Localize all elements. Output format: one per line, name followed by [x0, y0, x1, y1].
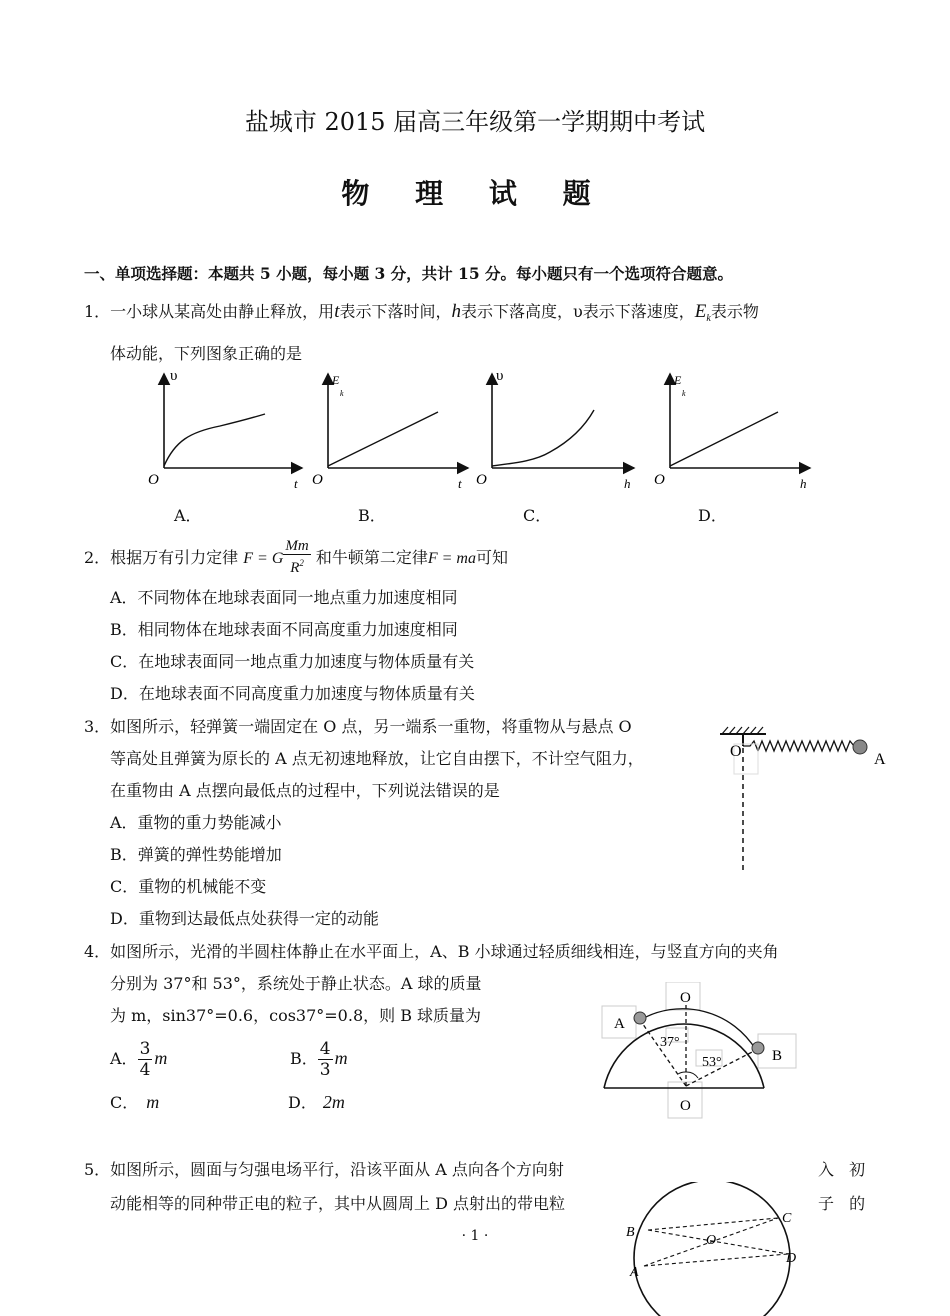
graph-c-curve — [492, 410, 594, 466]
q4-option-a — [110, 1030, 167, 1086]
q4-label-B: B — [772, 1048, 783, 1064]
graph-b-origin: O — [312, 472, 323, 488]
q4-option-a-num: 3 — [139, 1039, 151, 1059]
q2-formula-fraction — [283, 538, 310, 576]
exam-title: 盐城市 2015 届高三年级第一学期期中考试 — [244, 108, 706, 136]
q1-option-d: D． — [698, 506, 727, 525]
q2-formula-den: R — [290, 559, 300, 576]
q2-option-a: A．不同物体在地球表面同一地点重力加速度相同 — [110, 588, 458, 607]
q4-option-b-den: 3 — [319, 1060, 331, 1080]
graph-d-origin: O — [654, 472, 665, 488]
q4-label-O-bottom: O — [680, 1098, 691, 1114]
q1-option-c: C． — [523, 506, 552, 525]
q1-text-d: 表示下落速度， — [582, 302, 695, 321]
q4-label-A: A — [614, 1016, 625, 1032]
q4-line-to-A — [640, 1020, 686, 1086]
q2-formula-den-exp: 2 — [299, 557, 304, 568]
q5-dashed-A-D — [644, 1254, 788, 1266]
q4-option-a-den: 4 — [139, 1060, 151, 1080]
graph-d-line — [670, 412, 778, 466]
graph-c-origin: O — [476, 472, 487, 488]
q5-label-C: C — [782, 1211, 792, 1226]
q4-option-a-fraction — [138, 1039, 153, 1080]
q4-semicylinder-figure — [598, 982, 808, 1120]
q4-option-b-label: B． — [290, 1049, 318, 1068]
q3-option-b: B．弹簧的弹性势能增加 — [110, 845, 282, 864]
q4-stem-line1: 4．如图所示，光滑的半圆柱体静止在水平面上，A、B 小球通过轻质细线相连，与竖直方向的夹角 — [84, 942, 779, 961]
q4-option-b-fraction — [318, 1039, 333, 1080]
graph-b-ysub: k — [340, 389, 344, 398]
graph-c-ylabel: υ — [496, 368, 504, 384]
q5-label-B: B — [626, 1225, 635, 1240]
q3-mass — [853, 740, 867, 754]
q4-option-c — [110, 1092, 159, 1113]
q3-option-c: C．重物的机械能不变 — [110, 877, 267, 896]
q1-var-k: k — [706, 313, 711, 325]
q3-label-O: O — [730, 743, 742, 760]
graph-d-ylabel: E — [674, 373, 682, 387]
q1-option-b: B． — [358, 506, 386, 525]
q2-option-d: D．在地球表面不同高度重力加速度与物体质量有关 — [110, 684, 475, 703]
q1-stem-line1 — [84, 302, 759, 329]
q4-option-c-val: m — [146, 1092, 160, 1112]
q4-angle-37: 37° — [660, 1035, 680, 1050]
graph-a-origin: O — [148, 472, 159, 488]
q4-option-a-var: m — [154, 1048, 168, 1068]
graph-d — [654, 373, 810, 491]
graph-c-xlabel: h — [624, 476, 631, 491]
q3-spring-figure — [712, 722, 892, 882]
q3-label-A: A — [874, 751, 886, 768]
q4-option-d-val: 2m — [322, 1092, 345, 1112]
q5-stem-line2-tail: 子 的 — [818, 1194, 866, 1213]
q5-label-O: O — [706, 1233, 717, 1248]
q5-circle — [634, 1182, 790, 1316]
q4-option-a-label: A． — [110, 1049, 138, 1068]
q1-text-c: 表示下落高度， — [460, 302, 573, 321]
graph-a-xlabel: t — [294, 476, 298, 491]
q4-semicircle — [604, 1024, 764, 1088]
graph-c — [476, 368, 634, 491]
q1-text-e: 表示物 — [710, 302, 759, 321]
page-number: · 1 · — [461, 1228, 489, 1244]
q1-text-b: 表示下落时间， — [339, 302, 452, 321]
graph-d-xlabel: h — [800, 476, 807, 491]
q2-text-a: 2．根据万有引力定律 — [84, 548, 239, 567]
q5-stem-line2: 动能相等的同种带正电的粒子，其中从圆周上 D 点射出的带电粒 — [110, 1194, 566, 1213]
q1-option-a: A． — [174, 506, 202, 525]
q5-label-D: D — [786, 1251, 797, 1266]
q1-var-h: h — [451, 301, 461, 322]
q3-stem-line1: 3．如图所示，轻弹簧一端固定在 O 点，另一端系一重物，将重物从与悬点 O — [84, 717, 632, 736]
graph-a — [148, 368, 302, 491]
q3-stem-line2: 等高处且弹簧为原长的 A 点无初速地释放，让它自由摆下，不计空气阻力， — [110, 749, 644, 768]
q4-label-O-top: O — [680, 990, 691, 1006]
q3-option-a: A．重物的重力势能减小 — [110, 813, 282, 832]
q1-var-v: υ — [573, 302, 583, 321]
q1-text-a: 1．一小球从某高处由静止释放，用 — [84, 302, 335, 321]
q3-spring — [743, 741, 860, 751]
q2-formula-lhs: F = G — [243, 550, 284, 567]
graph-b — [312, 373, 468, 491]
q2-formula-num: Mm — [285, 537, 309, 554]
q3-option-d: D．重物到达最低点处获得一定的动能 — [110, 909, 379, 928]
section-heading: 一、单项选择题：本题共 5 小题，每小题 3 分，共计 15 分。每小题只有一个选项符合题意。 — [84, 264, 734, 283]
q4-option-c-label: C． — [110, 1093, 139, 1112]
q5-circle-figure — [620, 1182, 810, 1316]
q1-stem-line2: 体动能，下列图象正确的是 — [110, 344, 303, 363]
exam-subtitle: 物 理 试 题 — [341, 177, 609, 210]
q5-stem-line1: 5．如图所示，圆面与匀强电场平行，沿该平面从 A 点向各个方向射 — [84, 1160, 564, 1179]
q3-ceiling-hatch — [722, 727, 763, 734]
graph-b-xlabel: t — [458, 476, 462, 491]
q4-angle-53: 53° — [702, 1055, 722, 1070]
q4-option-d — [288, 1092, 345, 1113]
q4-stem-line3: 为 m，sin37°=0.6，cos37°=0.8，则 B 球质量为 — [110, 1006, 482, 1025]
graph-b-line — [328, 412, 438, 466]
q5-stem-line1-tail: 入 初 — [818, 1160, 866, 1179]
q3-stem-line3: 在重物由 A 点摆向最低点的过程中，下列说法错误的是 — [110, 781, 500, 800]
q2-option-b: B．相同物体在地球表面不同高度重力加速度相同 — [110, 620, 458, 639]
graph-b-ylabel: E — [332, 373, 340, 387]
q4-ball-B — [752, 1042, 764, 1054]
q5-label-A: A — [630, 1265, 639, 1280]
q4-option-b-num: 4 — [319, 1039, 331, 1059]
q1-graphs — [140, 366, 830, 496]
graph-d-ysub: k — [682, 389, 686, 398]
q4-option-b-var: m — [334, 1048, 348, 1068]
q2-text-c: 可知 — [475, 548, 508, 567]
q2-formula2: F = ma — [427, 550, 476, 567]
q4-ball-A — [634, 1012, 646, 1024]
q4-stem-line2: 分别为 37°和 53°，系统处于静止状态。A 球的质量 — [110, 974, 482, 993]
q2-stem — [84, 538, 508, 578]
q4-angle-arc-2 — [686, 1072, 698, 1078]
q4-label-boxes — [602, 982, 796, 1118]
q1-var-E: E — [694, 301, 707, 322]
graph-a-curve — [164, 414, 265, 466]
q4-option-d-label: D． — [288, 1093, 317, 1112]
graph-a-ylabel: υ — [170, 368, 178, 384]
q2-text-b: 和牛顿第二定律 — [315, 548, 428, 567]
q4-option-b — [290, 1030, 348, 1086]
q2-option-c: C．在地球表面同一地点重力加速度与物体质量有关 — [110, 652, 475, 671]
q4-angle-arc-1 — [678, 1072, 686, 1074]
q1-var-t: t — [334, 301, 340, 322]
